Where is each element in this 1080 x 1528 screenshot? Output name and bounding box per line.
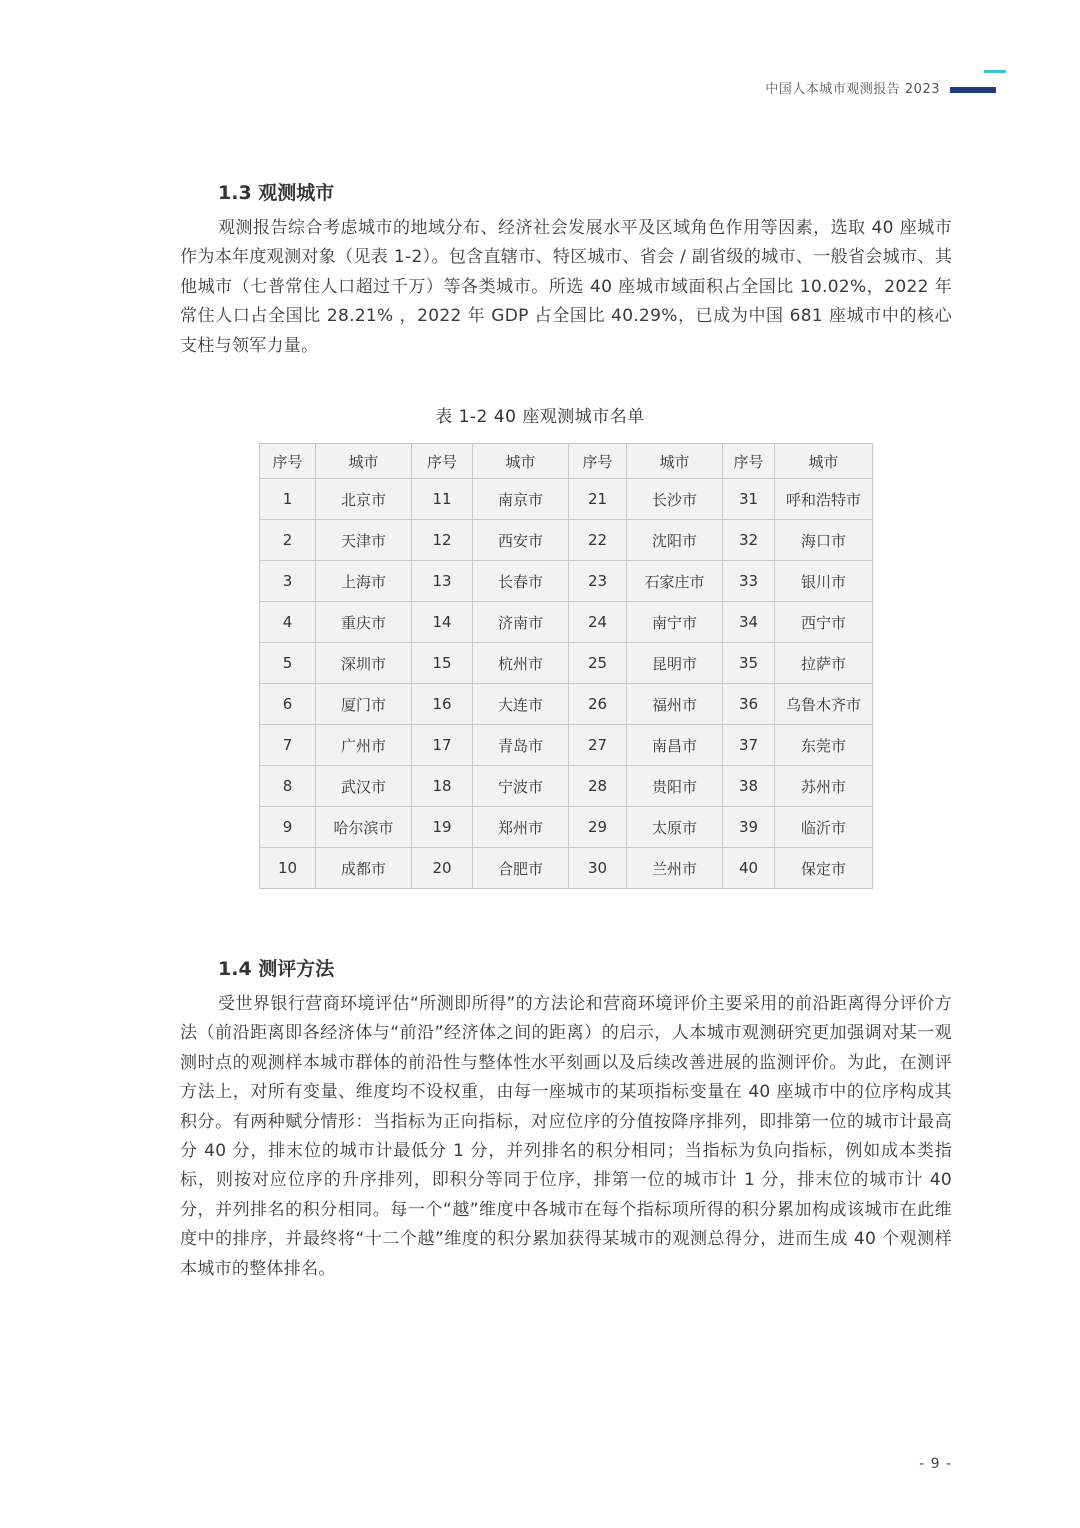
index-cell: 39: [723, 807, 775, 848]
city-cell: 海口市: [775, 520, 873, 561]
index-cell: 28: [569, 766, 627, 807]
index-cell: 23: [569, 561, 627, 602]
city-cell: 武汉市: [316, 766, 412, 807]
index-cell: 10: [260, 848, 316, 889]
city-cell: 沈阳市: [627, 520, 723, 561]
city-cell: 杭州市: [473, 643, 569, 684]
city-cell: 银川市: [775, 561, 873, 602]
city-cell: 苏州市: [775, 766, 873, 807]
city-cell: 南京市: [473, 479, 569, 520]
page-header: [765, 76, 996, 98]
index-cell: 25: [569, 643, 627, 684]
col-header-city: 城市: [775, 444, 873, 479]
index-cell: 32: [723, 520, 775, 561]
index-cell: 21: [569, 479, 627, 520]
table-body: [260, 479, 873, 889]
col-header-city: 城市: [473, 444, 569, 479]
city-cell: 厦门市: [316, 684, 412, 725]
city-cell: 兰州市: [627, 848, 723, 889]
index-cell: 37: [723, 725, 775, 766]
index-cell: 5: [260, 643, 316, 684]
city-cell: 上海市: [316, 561, 412, 602]
index-cell: 20: [412, 848, 473, 889]
table-row: [260, 848, 873, 889]
col-header-index: 序号: [569, 444, 627, 479]
city-cell: 福州市: [627, 684, 723, 725]
index-cell: 36: [723, 684, 775, 725]
page-number: - 9 -: [919, 1456, 952, 1472]
section-1-3-paragraph: 观测报告综合考虑城市的地域分布、经济社会发展水平及区域角色作用等因素，选取 40 座城市作为本年度观测对象（见表 1-2）。包含直辖市、特区城市、省会 / 副省级的城市、一般省会城市、其他城市（七普常住人口超过千万）等各类城市。所选 40 座城市域面积占全国比 10.02%，2022 年常住人口占全国比 28.21% ，2022 年 GDP 占全国比 40.29%，已成为中国 681 座城市中的核心支柱与领军力量。: [180, 218, 952, 356]
table-row: [260, 602, 873, 643]
city-cell: 临沂市: [775, 807, 873, 848]
city-cell: 西安市: [473, 520, 569, 561]
section-1-4-title: 1.4 测评方法: [218, 958, 335, 980]
table-row: [260, 479, 873, 520]
index-cell: 11: [412, 479, 473, 520]
city-cell: 北京市: [316, 479, 412, 520]
table-header-row: [260, 444, 873, 479]
col-header-city: 城市: [316, 444, 412, 479]
city-cell: 长春市: [473, 561, 569, 602]
city-cell: 哈尔滨市: [316, 807, 412, 848]
city-cell: 西宁市: [775, 602, 873, 643]
table-row: [260, 725, 873, 766]
index-cell: 6: [260, 684, 316, 725]
index-cell: 35: [723, 643, 775, 684]
index-cell: 2: [260, 520, 316, 561]
city-cell: 太原市: [627, 807, 723, 848]
table-row: [260, 684, 873, 725]
col-header-index: 序号: [412, 444, 473, 479]
index-cell: 30: [569, 848, 627, 889]
index-cell: 27: [569, 725, 627, 766]
index-cell: 13: [412, 561, 473, 602]
city-cell: 贵阳市: [627, 766, 723, 807]
index-cell: 33: [723, 561, 775, 602]
city-cell: 大连市: [473, 684, 569, 725]
col-header-city: 城市: [627, 444, 723, 479]
city-cell: 南宁市: [627, 602, 723, 643]
city-cell: 济南市: [473, 602, 569, 643]
index-cell: 1: [260, 479, 316, 520]
col-header-index: 序号: [260, 444, 316, 479]
index-cell: 24: [569, 602, 627, 643]
index-cell: 8: [260, 766, 316, 807]
index-cell: 29: [569, 807, 627, 848]
index-cell: 4: [260, 602, 316, 643]
city-cell: 呼和浩特市: [775, 479, 873, 520]
index-cell: 38: [723, 766, 775, 807]
table-row: [260, 766, 873, 807]
index-cell: 3: [260, 561, 316, 602]
city-table: [259, 443, 873, 889]
index-cell: 14: [412, 602, 473, 643]
index-cell: 9: [260, 807, 316, 848]
city-cell: 乌鲁木齐市: [775, 684, 873, 725]
city-cell: 拉萨市: [775, 643, 873, 684]
city-cell: 石家庄市: [627, 561, 723, 602]
city-cell: 青岛市: [473, 725, 569, 766]
index-cell: 34: [723, 602, 775, 643]
report-title: 中国人本城市观测报告 2023: [765, 81, 940, 97]
city-cell: 长沙市: [627, 479, 723, 520]
table-caption: 表 1-2 40 座观测城市名单: [435, 407, 645, 427]
city-cell: 东莞市: [775, 725, 873, 766]
city-cell: 广州市: [316, 725, 412, 766]
index-cell: 18: [412, 766, 473, 807]
city-cell: 郑州市: [473, 807, 569, 848]
index-cell: 16: [412, 684, 473, 725]
section-1-4-paragraph: 受世界银行营商环境评估“所测即所得”的方法论和营商环境评价主要采用的前沿距离得分评价方法（前沿距离即各经济体与“前沿”经济体之间的距离）的启示，人本城市观测研究更加强调对某一观测时点的观测样本城市群体的前沿性与整体性水平刻画以及后续改善进展的监测评价。为此，在测评方法上，对所有变量、维度均不设权重，由每一座城市的某项指标变量在 40 座城市中的位序构成其积分。有两种赋分情形：当指标为正向指标，对应位序的分值按降序排列，即排第一位的城市计最高分 40 分，排末位的城市计最低分 1 分，并列排名的积分相同；当指标为负向指标，例如成本类指标，则按对应位序的升序排列，即积分等同于位序，排第一位的城市计 1 分，排末位的城市计 40 分，并列排名的积分相同。每一个“越”维度中各城市在每个指标项所得的积分累加构成该城市在此维度中的排序，并最终将“十二个越”维度的积分累加获得某城市的观测总得分，进而生成 40 个观测样本城市的整体排名。: [180, 994, 952, 1279]
index-cell: 22: [569, 520, 627, 561]
index-cell: 7: [260, 725, 316, 766]
city-cell: 昆明市: [627, 643, 723, 684]
index-cell: 17: [412, 725, 473, 766]
index-cell: 26: [569, 684, 627, 725]
header-decoration-bar: [950, 87, 996, 93]
header-accent-line: [984, 70, 1006, 73]
city-cell: 成都市: [316, 848, 412, 889]
col-header-index: 序号: [723, 444, 775, 479]
table-row: [260, 520, 873, 561]
city-cell: 重庆市: [316, 602, 412, 643]
city-cell: 南昌市: [627, 725, 723, 766]
table-row: [260, 643, 873, 684]
index-cell: 31: [723, 479, 775, 520]
index-cell: 15: [412, 643, 473, 684]
table-row: [260, 561, 873, 602]
index-cell: 12: [412, 520, 473, 561]
city-cell: 天津市: [316, 520, 412, 561]
index-cell: 40: [723, 848, 775, 889]
city-cell: 保定市: [775, 848, 873, 889]
section-1-3-title: 1.3 观测城市: [218, 182, 335, 204]
city-cell: 宁波市: [473, 766, 569, 807]
city-cell: 合肥市: [473, 848, 569, 889]
table-row: [260, 807, 873, 848]
city-cell: 深圳市: [316, 643, 412, 684]
index-cell: 19: [412, 807, 473, 848]
